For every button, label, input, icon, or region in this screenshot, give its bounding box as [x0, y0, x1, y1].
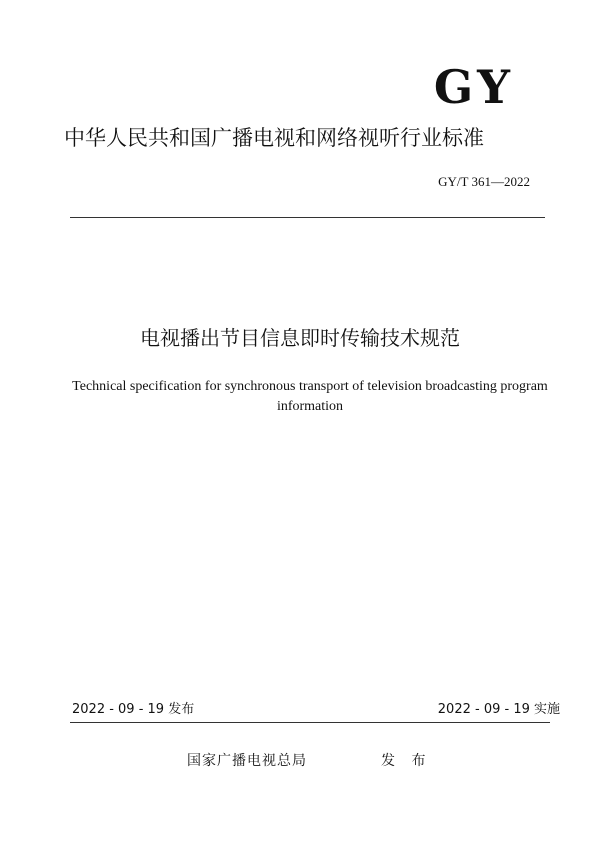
document-title-english: Technical specification for synchronous transport of television broadcasting program information — [72, 379, 548, 414]
organization-title: 中华人民共和国广播电视和网络视听行业标准 — [64, 126, 484, 150]
publish-date: 2022 - 09 - 19 发布 — [72, 702, 195, 717]
gy-logo: GY — [433, 60, 514, 114]
issuing-authority: 国家广播电视总局 — [187, 753, 307, 769]
document-title-chinese: 电视播出节目信息即时传输技术规范 — [140, 326, 460, 350]
implementation-date: 2022 - 09 - 19 实施 — [437, 702, 560, 717]
top-divider — [70, 217, 545, 218]
standard-code: GY/T 361—2022 — [438, 174, 530, 189]
bottom-divider — [70, 722, 550, 723]
issue-label: 发 布 — [381, 753, 432, 769]
